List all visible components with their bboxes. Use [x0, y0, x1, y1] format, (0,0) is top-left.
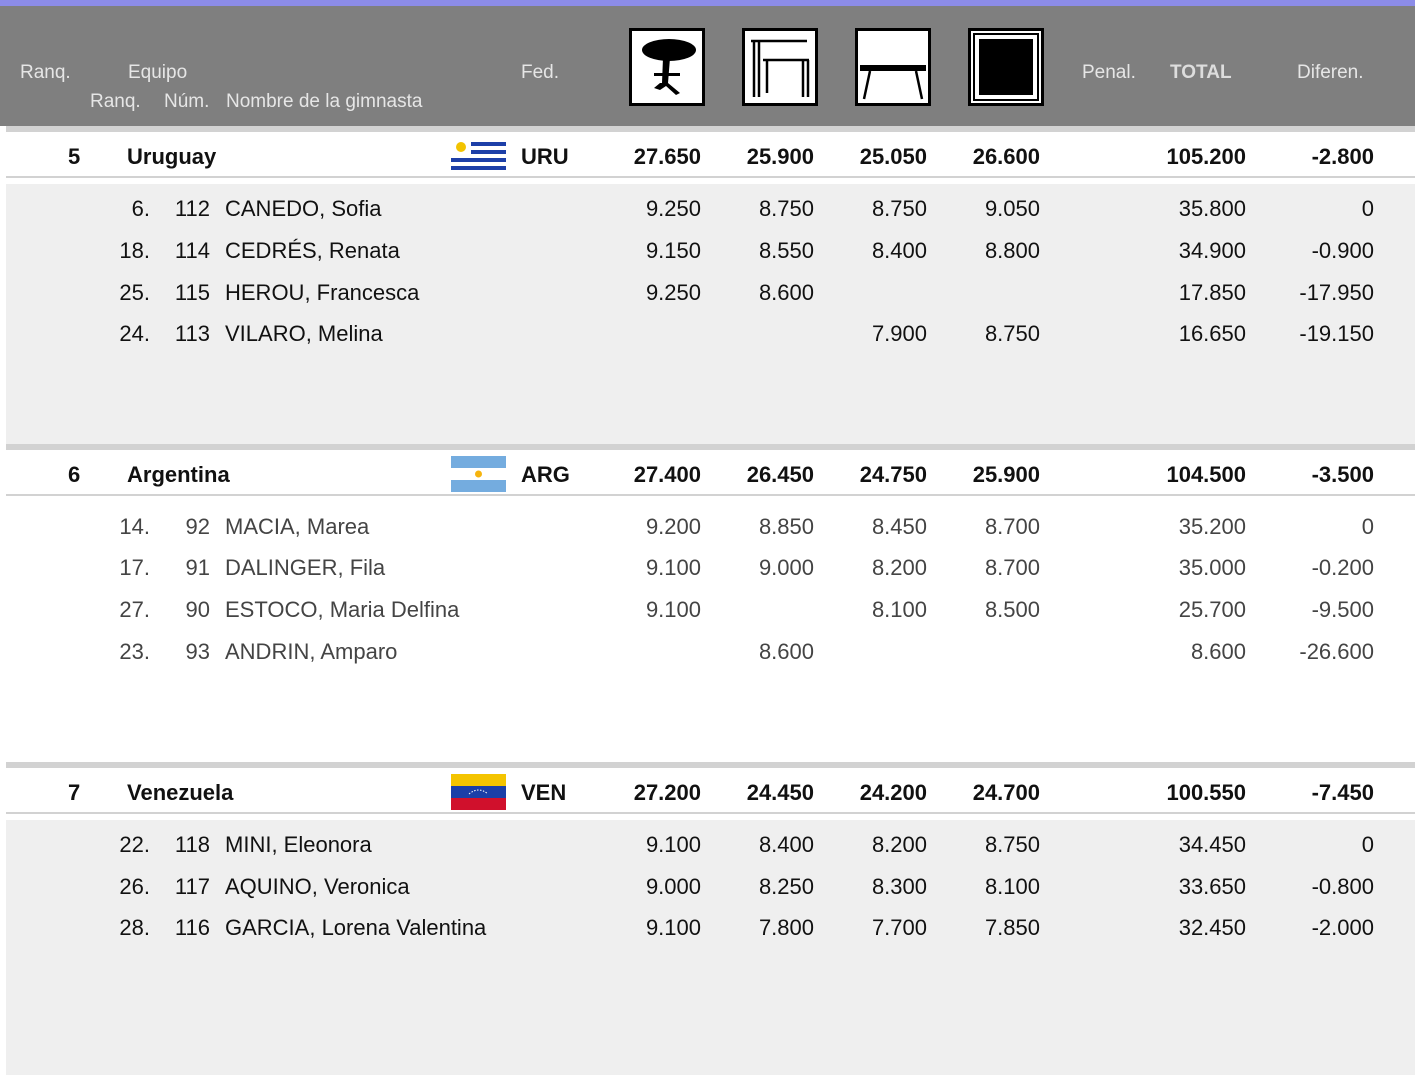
gymnast-num: 117: [174, 874, 210, 899]
score-floor: 8.750: [984, 321, 1040, 346]
table-row[interactable]: [0, 874, 1415, 914]
gymnast-num: 114: [174, 238, 210, 263]
gymnast-total: 8.600: [1190, 639, 1246, 664]
team-rank: 7: [68, 780, 81, 805]
score-bars: 9.000: [758, 555, 814, 580]
argentina-flag: [451, 456, 506, 492]
gymnast-diff: 0: [1361, 196, 1374, 221]
score-vault: 9.000: [645, 874, 701, 899]
score-vault: 9.250: [645, 280, 701, 305]
gymnast-total: 35.000: [1178, 555, 1246, 580]
score-beam: 7.900: [871, 321, 927, 346]
score-floor: 8.700: [984, 555, 1040, 580]
gymnast-diff: -17.950: [1299, 280, 1374, 305]
score-floor: 9.050: [984, 196, 1040, 221]
table-row[interactable]: [0, 280, 1415, 320]
gymnast-diff: -0.800: [1311, 874, 1374, 899]
gymnast-diff: -26.600: [1299, 639, 1374, 664]
header-fed: Fed.: [521, 62, 560, 83]
table-row[interactable]: [0, 514, 1415, 554]
gymnast-rank: 26.: [119, 874, 150, 899]
gymnast-name: MACIA, Marea: [225, 514, 370, 539]
gymnast-name: MINI, Eleonora: [225, 832, 372, 857]
score-beam: 7.700: [871, 915, 927, 940]
team-rank: 6: [68, 462, 81, 487]
gymnast-diff: -0.200: [1311, 555, 1374, 580]
score-beam: 8.400: [871, 238, 927, 263]
team-name: Venezuela: [127, 780, 234, 805]
score-vault: 9.100: [645, 597, 701, 622]
score-floor: 8.750: [984, 832, 1040, 857]
score-vault: 9.150: [645, 238, 701, 263]
floor-exercise-icon: [968, 28, 1044, 106]
score-beam: 8.100: [871, 597, 927, 622]
score-bars: 8.550: [758, 238, 814, 263]
team-diff: -2.800: [1311, 144, 1374, 169]
score-beam: 8.300: [871, 874, 927, 899]
score-beam: 8.200: [871, 832, 927, 857]
team-row-argentina[interactable]: [6, 444, 1415, 496]
team-fed: ARG: [521, 462, 570, 487]
team-score-bars: 25.900: [746, 144, 814, 169]
team-rank: 5: [68, 144, 81, 169]
score-bars: 8.600: [758, 639, 814, 664]
gymnast-num: 92: [185, 514, 210, 539]
team-score-bars: 24.450: [746, 780, 814, 805]
team-fed: URU: [521, 144, 569, 169]
table-row[interactable]: [0, 555, 1415, 595]
gymnast-num: 93: [185, 639, 210, 664]
team-total: 105.200: [1166, 144, 1246, 169]
header-nombre: Nombre de la gimnasta: [226, 91, 423, 112]
gymnast-name: VILARO, Melina: [225, 321, 383, 346]
header-sub-ranq: Ranq.: [90, 91, 141, 112]
uneven-bars-icon: [742, 28, 818, 106]
gymnast-diff: -0.900: [1311, 238, 1374, 263]
gymnast-rank: 24.: [119, 321, 150, 346]
team-score-floor: 26.600: [972, 144, 1040, 169]
score-bars: 8.600: [758, 280, 814, 305]
team-diff: -3.500: [1311, 462, 1374, 487]
score-floor: 8.100: [984, 874, 1040, 899]
gymnast-total: 34.450: [1178, 832, 1246, 857]
score-vault: 9.200: [645, 514, 701, 539]
gymnast-num: 118: [174, 832, 210, 857]
table-row[interactable]: [0, 321, 1415, 361]
team-row-venezuela[interactable]: [6, 762, 1415, 814]
gymnast-name: CANEDO, Sofia: [225, 196, 382, 221]
gymnast-num: 91: [185, 555, 210, 580]
gymnast-total: 25.700: [1178, 597, 1246, 622]
score-bars: 8.850: [758, 514, 814, 539]
gymnast-rank: 18.: [119, 238, 150, 263]
gymnast-num: 115: [174, 280, 210, 305]
team-score-beam: 24.200: [859, 780, 927, 805]
team-diff: -7.450: [1311, 780, 1374, 805]
header-ranq: Ranq.: [20, 62, 71, 83]
gymnast-total: 32.450: [1178, 915, 1246, 940]
team-score-floor: 24.700: [972, 780, 1040, 805]
venezuela-flag: [451, 774, 506, 810]
gymnast-total: 35.200: [1178, 514, 1246, 539]
gymnast-rank: 17.: [119, 555, 150, 580]
score-beam: 8.450: [871, 514, 927, 539]
balance-beam-icon: [855, 28, 931, 106]
gymnast-name: HEROU, Francesca: [225, 280, 420, 305]
gymnast-total: 17.850: [1178, 280, 1246, 305]
gymnast-diff: 0: [1361, 832, 1374, 857]
gymnast-diff: -9.500: [1311, 597, 1374, 622]
gymnast-name: ANDRIN, Amparo: [225, 639, 398, 664]
gymnast-total: 33.650: [1178, 874, 1246, 899]
score-vault: 9.100: [645, 832, 701, 857]
score-floor: 7.850: [984, 915, 1040, 940]
gymnast-num: 113: [174, 321, 210, 346]
gymnast-num: 90: [185, 597, 210, 622]
gymnast-rank: 25.: [119, 280, 150, 305]
score-floor: 8.800: [984, 238, 1040, 263]
gymnast-name: GARCIA, Lorena Valentina: [225, 915, 487, 940]
table-header: [0, 6, 1415, 126]
score-vault: 9.100: [645, 915, 701, 940]
gymnast-name: ESTOCO, Maria Delfina: [225, 597, 460, 622]
score-beam: 8.750: [871, 196, 927, 221]
gymnast-total: 35.800: [1178, 196, 1246, 221]
team-score-vault: 27.650: [633, 144, 701, 169]
header-diferen: Diferen.: [1297, 62, 1364, 83]
score-vault: 9.100: [645, 555, 701, 580]
team-score-vault: 27.400: [633, 462, 701, 487]
team-score-bars: 26.450: [746, 462, 814, 487]
gymnast-rank: 23.: [119, 639, 150, 664]
header-total: TOTAL: [1170, 62, 1232, 83]
score-bars: 8.250: [758, 874, 814, 899]
uruguay-flag: [451, 138, 506, 174]
score-bars: 8.400: [758, 832, 814, 857]
gymnast-num: 116: [174, 915, 210, 940]
team-score-beam: 24.750: [859, 462, 927, 487]
team-score-beam: 25.050: [859, 144, 927, 169]
gymnast-rank: 27.: [119, 597, 150, 622]
table-row[interactable]: [0, 915, 1415, 955]
team-name: Argentina: [127, 462, 230, 487]
gymnast-diff: -2.000: [1311, 915, 1374, 940]
table-row[interactable]: [0, 832, 1415, 872]
score-bars: 7.800: [758, 915, 814, 940]
team-fed: VEN: [521, 780, 567, 805]
vault-icon: [629, 28, 705, 106]
gymnast-rank: 22.: [119, 832, 150, 857]
score-vault: 9.250: [645, 196, 701, 221]
gymnast-diff: -19.150: [1299, 321, 1374, 346]
gymnast-total: 16.650: [1178, 321, 1246, 346]
gymnast-rank: 14.: [119, 514, 150, 539]
score-beam: 8.200: [871, 555, 927, 580]
header-equipo: Equipo: [128, 62, 188, 83]
table-row[interactable]: [0, 196, 1415, 236]
gymnast-num: 112: [174, 196, 210, 221]
team-name: Uruguay: [127, 144, 217, 169]
gymnast-rank: 6.: [131, 196, 150, 221]
gymnast-rank: 28.: [119, 915, 150, 940]
gymnast-diff: 0: [1361, 514, 1374, 539]
gymnast-name: CEDRÉS, Renata: [225, 238, 400, 263]
gymnast-total: 34.900: [1178, 238, 1246, 263]
team-score-vault: 27.200: [633, 780, 701, 805]
header-num: Núm.: [164, 91, 210, 112]
table-row[interactable]: [0, 597, 1415, 637]
score-floor: 8.700: [984, 514, 1040, 539]
team-total: 104.500: [1166, 462, 1246, 487]
team-total: 100.550: [1166, 780, 1246, 805]
score-bars: 8.750: [758, 196, 814, 221]
score-floor: 8.500: [984, 597, 1040, 622]
gymnast-name: DALINGER, Fila: [225, 555, 386, 580]
gymnast-name: AQUINO, Veronica: [225, 874, 410, 899]
header-penal: Penal.: [1082, 62, 1136, 83]
table-row[interactable]: [0, 238, 1415, 278]
team-row-uruguay[interactable]: [6, 126, 1415, 178]
table-row[interactable]: [0, 639, 1415, 679]
team-score-floor: 25.900: [972, 462, 1040, 487]
